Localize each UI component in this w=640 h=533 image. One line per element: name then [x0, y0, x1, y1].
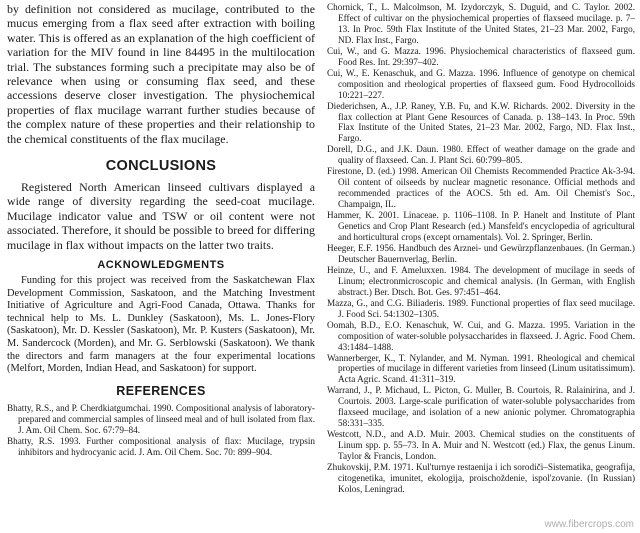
conclusions-paragraph: Registered North American linseed cultivars displayed a wide range of diversity regarding the seed-coat mucilage. Mucilage indicator value and TSW or oil content were not associated. Therefore, it should be possible to breed for differing mucilage in flax without impacts on the latter two traits.	[7, 180, 315, 252]
reference-item: Mazza, G., and C.G. Biliaderis. 1989. Functional properties of flax seed mucilage. J. Food Sci. 54:1302–1305.	[327, 297, 635, 319]
reference-item: Warrand, J., P. Michaud, L. Picton, G. Muller, B. Courtois, R. Ralainirina, and J. Courtois. 2003. Large-scale purification of water-soluble polysaccharides from flaxseed mucilage, and isolation of a new anionic polymer. Chromatographia 58:331–335.	[327, 385, 635, 429]
right-reference-list	[327, 2, 635, 495]
reference-item: Westcott, N.D., and A.D. Muir. 2003. Chemical studies on the constituents of Linum spp. p. 55–73. In A. Muir and N. Westcott (ed.) Flax, the genus Linum. Taylor & Francis, London.	[327, 429, 635, 462]
reference-item: Chornick, T., L. Malcolmson, M. Izydorczyk, S. Duguid, and C. Taylor. 2002. Effect of cultivar on the physiochemical properties of flaxseed mucilage. p. 7–13. In Proc. 59th Flax Institute of the United States, 21–23 Mar. 2002, Fargo, ND. Flax Inst., Fargo.	[327, 2, 635, 45]
reference-item: Bhatty, R.S. 1993. Further compositional analysis of flax: Mucilage, trypsin inhibitors and hydrocyanic acid. J. Am. Oil Chem. Soc. 70: 899–904.	[7, 435, 315, 457]
reference-item: Hammer, K. 2001. Linaceae. p. 1106–1108. In P. Hanelt and Institute of Plant Genetics and Crop Plant Research (ed.) Mansfeld's encyclopedia of agricultural and horticultural crops (except ornamentals). Vol. 2. Springer, Berlin.	[327, 210, 635, 243]
reference-item: Cui, W., E. Kenaschuk, and G. Mazza. 1996. Influence of genotype on chemical composition and rheological properties of flaxseed gum. Food Hydrocolloids 10:221–227.	[327, 67, 635, 100]
conclusions-heading: CONCLUSIONS	[105, 158, 217, 175]
reference-item: Heinze, U., and F. Ameluxxen. 1984. The development of mucilage in seeds of Linum; electronmicroscopic and chemical analysis. (In German, with English abstract.) Ber. Dtsch. Bot. Ges. 97:451–464.	[327, 264, 635, 297]
reference-item: Oomah, B.D., E.O. Kenaschuk, W. Cui, and G. Mazza. 1995. Variation in the composition of water-soluble polysaccharides in flaxseed. J. Agric. Food Chem. 43:1484–1488.	[327, 319, 635, 352]
left-column	[7, 2, 315, 458]
reference-item: Dorell, D.G., and J.K. Daun. 1980. Effect of weather damage on the grade and quality of flaxseed. Can. J. Plant Sci. 60:799–805.	[327, 144, 635, 166]
reference-item: Zhukovskij, P.M. 1971. Kul'turnye restaenija i ich sorodiči–Sistematika, geografija, citogenetika, imunitet, ekologija, proischoždenie, ispol'zovanie. (In Russian) Kolos, Leningrad.	[327, 462, 635, 494]
left-reference-list	[7, 403, 315, 458]
reference-item: Diederichsen, A., J.P. Raney, Y.B. Fu, and K.W. Richards. 2002. Diversity in the flax collection at Plant Gene Resources of Canada. p. 138–143. In Proc. 59th Flax Institute of the United States, 21–23 Mar. 2002, Fargo, ND. Flax Inst., Fargo.	[327, 100, 635, 144]
reference-item: Wannerberger, K., T. Nylander, and M. Nyman. 1991. Rheological and chemical properties of mucilage in different varieties from linseed (Linum usitatissimum). Acta Agric. Scand. 41:311–319.	[327, 352, 635, 385]
watermark: www.fibercrops.com	[544, 519, 634, 530]
acknowledgments-paragraph: Funding for this project was received from the Saskatchewan Flax Development Commission, Saskatoon, and the Matching Investment Initiative of Agriculture and Agri-Food Canada, Ottawa. Thanks for technical help to Ms. L. Dunkley (Saskatoon), Ms. L. Jones-Flory (Saskatoon), Mr. D. Kessler (Saskatoon), Mr. P. Kusters (Saskatoon), Mr. M. Sandercock (Morden), and Mr. G. Serblowski (Saskatoon). We thank the directors and farm managers at the four experimental locations (Melfort, Morden, Indian Head, and Saskatoon) for support.	[7, 275, 315, 375]
right-column	[327, 2, 635, 495]
reference-item: Bhatty, R.S., and P. Cherdkiatgumchai. 1990. Compositional analysis of laboratory-prepared and commercial samples of linseed meal and of hull isolated from flax. J. Am. Oil Chem. Soc. 67:79–84.	[7, 402, 315, 435]
acknowledgments-heading: ACKNOWLEDGMENTS	[97, 259, 225, 272]
reference-item: Heeger, E.F. 1956. Handbuch des Arznei- und Gewürzpflanzenbaues. (In German.) Deutscher Bauernverlag, Berlin.	[327, 242, 635, 264]
intro-paragraph: by definition not considered as mucilage, contributed to the mucus emerging from a flax seed after extraction with boiling water. This is offered as an explanation of the high coefficient of variation for the MIV found in line 84495 in the multilocation trial. The substances forming such a precipitate may also be of relevance when using or consuming flax seed, and these accessions deserve closer investigation. The physiochemical properties of flax mucilage warrant further studies because of the complex nature of these properties and their relationship to the chemical constituents of the flax mucilage.	[7, 2, 315, 146]
references-heading: REFERENCES	[116, 383, 206, 398]
reference-item: Cui, W., and G. Mazza. 1996. Physiochemical characteristics of flaxseed gum. Food Res. Int. 29:397–402.	[327, 45, 635, 67]
reference-item: Firestone, D. (ed.) 1998. American Oil Chemists Recommended Practice Ak-3-94. Oil content of oilseeds by nuclear magnetic resonance. Official methods and recommended practices of the AOCS. 5th ed. Am. Oil Chemist's Soc., Champaign, IL.	[327, 166, 635, 210]
